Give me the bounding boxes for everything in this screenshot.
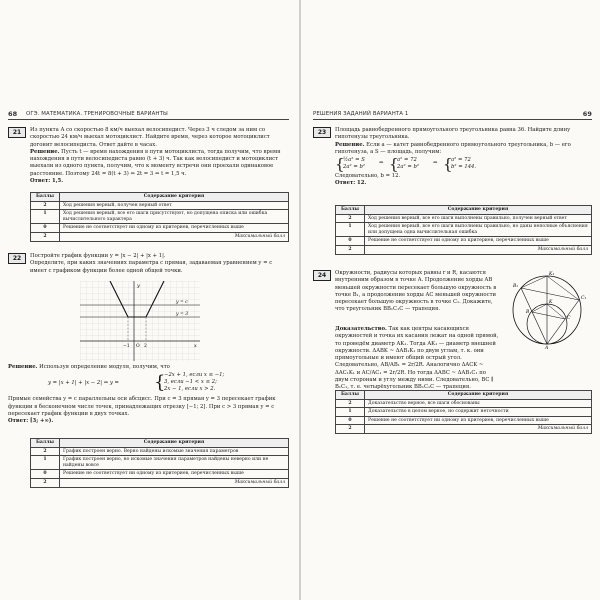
points-cell: 0 <box>336 416 365 425</box>
criteria-table-24 <box>335 390 592 434</box>
system2-eq1: a² = 72 <box>397 157 417 164</box>
proof-label: Доказательство. <box>335 326 387 332</box>
answer: Ответ: [3; +∞). <box>8 418 54 425</box>
page-number: 68 <box>8 110 18 118</box>
max-score-cell: Максимальный балл <box>365 425 592 434</box>
task-text: Из пункта А со скоростью 8 км/ч выехал велосипедист. Через 3 ч следом за ним со скоростью 24 км/ч выехал мотоциклист. Найдите время, через которое мотоциклист догонит велосипедиста. Ответ дайте в часах. <box>30 127 270 148</box>
table-row <box>336 425 592 434</box>
col-header-criteria: Содержание критерия <box>60 193 289 202</box>
solution-label: Решение. <box>8 364 38 370</box>
right-page <box>301 0 600 600</box>
formula-case-1: −2x + 1, если x ≤ −1; <box>164 372 225 379</box>
criteria-cell: Решение не соответствует ни одному из критериев, перечисленных выше <box>365 416 592 425</box>
label-a: A <box>545 346 549 350</box>
table-row <box>31 201 289 210</box>
table-row <box>31 470 289 479</box>
criteria-cell: Ход решения верный, все его шаги выполнены правильно, получен верный ответ <box>365 214 592 223</box>
table-row <box>336 237 592 246</box>
points-cell: 0 <box>336 237 365 246</box>
circles-figure <box>503 268 591 350</box>
formula-case-3: 2x − 1, если x > 2. <box>164 386 216 393</box>
points-cell: 2 <box>336 245 365 254</box>
page-number: 69 <box>582 110 592 118</box>
chord-ac1 <box>547 300 579 344</box>
answer: Ответ: 12. <box>335 180 367 187</box>
system3-eq1: a² = 72 <box>451 157 471 164</box>
criteria-table-22 <box>30 438 289 488</box>
criteria-cell: Ход решения верный, все его шаги выполнены правильно, но даны неполные объяснения или допущена одна вычислительная ошибка <box>365 223 592 237</box>
points-cell: 2 <box>336 399 365 408</box>
points-cell: 2 <box>31 201 60 210</box>
table-row <box>31 478 289 487</box>
solution-text: Используя определение модуля, получим, что <box>39 364 170 370</box>
criteria-cell: Ход решения верный, все его шаги присутствуют, но допущена описка или ошибка вычислительного характера <box>60 210 289 224</box>
task-text-2: Определите, при каких значениях параметра c прямая, задаваемая уравнением y = c имеет с графиком функции более одной общей точки. <box>30 260 273 274</box>
col-header-points: Баллы <box>336 391 365 400</box>
task-number: 21 <box>8 127 26 138</box>
points-cell: 2 <box>336 425 365 434</box>
task-22-solution <box>8 364 289 425</box>
points-cell: 2 <box>336 214 365 223</box>
points-cell: 1 <box>336 223 365 237</box>
criteria-table-23 <box>335 205 592 255</box>
formula-brace: { <box>154 372 166 394</box>
formula-case-2: 3, если −1 < x ≤ 2; <box>164 379 217 386</box>
task-21 <box>8 127 289 185</box>
task-number: 24 <box>313 270 331 281</box>
col-header-criteria: Содержание критерия <box>365 206 592 215</box>
formula-lhs: y = |x + 1| + |x − 2| ⇔ y = <box>48 380 119 387</box>
max-score-cell: Максимальный балл <box>60 478 289 487</box>
task-number: 22 <box>8 253 26 264</box>
table-row <box>31 456 289 470</box>
equiv-sign: ⇔ <box>379 160 384 167</box>
line-label-c: y = c <box>176 300 188 305</box>
points-cell: 2 <box>31 447 60 456</box>
max-score-cell: Максимальный балл <box>60 232 289 241</box>
table-row <box>336 408 592 417</box>
solution-label: Решение. <box>30 148 60 155</box>
table-row <box>336 245 592 254</box>
label-b1: B₁ <box>513 284 519 289</box>
col-header-points: Баллы <box>336 206 365 215</box>
max-score-cell: Максимальный балл <box>365 245 592 254</box>
table-row <box>336 223 592 237</box>
segment-bc <box>532 312 565 319</box>
system1-eq1: ½a² = S <box>343 157 365 164</box>
tick-label-2: 2 <box>144 344 147 349</box>
running-title: РЕШЕНИЯ ЗАДАНИЙ ВАРИАНТА 1 <box>313 111 409 117</box>
system-brace: { <box>335 155 345 174</box>
solution-label: Решение. <box>335 141 365 148</box>
label-c1: C₁ <box>581 296 587 301</box>
criteria-cell: Решение не соответствует ни одному из критериев, перечисленных выше <box>60 470 289 479</box>
criteria-cell: Решение не соответствует ни одному из критериев, перечисленных выше <box>60 224 289 233</box>
criteria-cell: Доказательство верное, все шаги обоснованы <box>365 399 592 408</box>
piecewise-formula <box>8 372 289 396</box>
tick-label-minus-1: −1 <box>123 344 130 349</box>
left-page <box>0 0 299 600</box>
criteria-cell: Ход решения верный, получен верный ответ <box>60 201 289 210</box>
points-cell: 0 <box>31 470 60 479</box>
task-text: Постройте график функции y = |x − 2| + |x + 1|. <box>30 253 166 259</box>
x-axis-label: x <box>194 343 197 349</box>
col-header-points: Баллы <box>31 439 60 448</box>
col-header-criteria: Содержание критерия <box>365 391 592 400</box>
label-b: B <box>526 310 530 315</box>
points-cell: 2 <box>31 478 60 487</box>
system-brace: { <box>443 155 453 174</box>
origin-label: O <box>136 344 140 349</box>
task-text: Площадь равнобедренного прямоугольного треугольника равна 36. Найдите длину гипотенузы треугольника. <box>335 127 571 141</box>
table-row <box>336 399 592 408</box>
task-number: 23 <box>313 127 331 138</box>
points-cell: 1 <box>31 456 60 470</box>
table-row <box>336 416 592 425</box>
solution-text-2: Прямые семейства y = c параллельны оси абсцисс. При c = 3 прямая y = 3 пересекает график функции в бесконечном числе точек, принадлежащих отрезку [−1; 2]. При c > 3 прямая y = c пересекает график функции в двух точках. <box>8 396 276 417</box>
criteria-cell: Доказательство в целом верное, но содержит неточности <box>365 408 592 417</box>
header-rule <box>8 119 289 120</box>
points-cell: 2 <box>31 232 60 241</box>
criteria-cell: График построен верно. Верно найдены искомые значения параметров <box>60 447 289 456</box>
system-brace: { <box>389 155 399 174</box>
system2-eq2: 2a² = b² <box>397 164 419 171</box>
solution-text: Пусть t — время нахождения в пути мотоциклиста, тогда получим, что время нахождения в пути велосипедиста равно (t + 3) ч. Так как велосипедист и мотоциклист выехали из одного пункта, получим, что к моменту встречи они проехали одинаковое расстояние. Поэтому 24t = 8(t + 3) ⇔ 2t = 3 ⇔ t = 1,5 ч. <box>30 148 281 177</box>
graph-grid <box>80 281 200 361</box>
criteria-table-21 <box>30 192 289 242</box>
task-text: Окружности, радиусы которых равны r и R, касаются внутренним образом в точке A. Продолжение хорды AB меньшей окружности пересекает большую окружность в точке B₁, а продолжение хорды AC меньшей окружности пересекает большую окружность в точке C₁. Докажите, что треугольник BB₁C₁C — трапеция. <box>335 270 497 313</box>
criteria-cell: График построен верно, но искомые значения параметров найдены неверно или не найдены вовсе <box>60 456 289 470</box>
points-cell: 1 <box>31 210 60 224</box>
task-24 <box>313 270 503 314</box>
table-row <box>31 224 289 233</box>
solution-text: Если a — катет равнобедренного прямоугольного треугольника, b — его гипотенуза, а S — площадь, получим: <box>335 141 571 155</box>
equation-systems <box>335 156 592 173</box>
table-row <box>336 214 592 223</box>
answer: Ответ: 1,5. <box>30 178 64 185</box>
system1-eq2: 2a² = b² <box>343 164 365 171</box>
points-cell: 1 <box>336 408 365 417</box>
running-title: ОГЭ. МАТЕМАТИКА. ТРЕНИРОВОЧНЫЕ ВАРИАНТЫ <box>26 111 168 117</box>
equiv-sign: ⇔ <box>433 160 438 167</box>
table-row <box>31 210 289 224</box>
task-22 <box>8 253 289 275</box>
label-k: K <box>549 300 553 305</box>
segment-b1k1 <box>521 276 547 288</box>
conclusion: Следовательно, b = 12. <box>335 173 401 180</box>
header-rule <box>313 119 592 120</box>
label-k1: K₁ <box>549 272 555 277</box>
task-23 <box>313 127 592 188</box>
table-row <box>31 232 289 241</box>
criteria-cell: Решение не соответствует ни одному из критериев, перечисленных выше <box>365 237 592 246</box>
system3-eq2: b² = 144. <box>451 164 477 171</box>
function-graph <box>80 281 200 361</box>
y-axis-label: y <box>137 283 140 289</box>
label-c: C <box>567 316 571 321</box>
table-row <box>31 447 289 456</box>
points-cell: 0 <box>31 224 60 233</box>
line-label-3: y = 3 <box>176 312 189 317</box>
segment-b1c1 <box>521 288 579 300</box>
proof-text: Так как центры касающихся окружностей и точка их касания лежат на одной прямой, то проведём диаметр AK₁. Тогда AK₁ — диаметр внешней окружности. ΔABK ~ ΔAB₁K₁ по двум углам, т. к. они прямоугольные и имеют общий острый угол. Следовательно, AB/AB₁ = 2r/2R. Аналогично ΔACK ~ ΔAC₁K₁ и AC/AC₁ = 2r/2R. Но тогда ΔABC ~ ΔAB₁C₁ по двум сторонам и углу между ними. Следовательно, BC ∥ B₁C₁, т. е. четырёхугольник BB₁C₁C — трапеция. <box>335 326 499 391</box>
col-header-criteria: Содержание критерия <box>60 439 289 448</box>
col-header-points: Баллы <box>31 193 60 202</box>
